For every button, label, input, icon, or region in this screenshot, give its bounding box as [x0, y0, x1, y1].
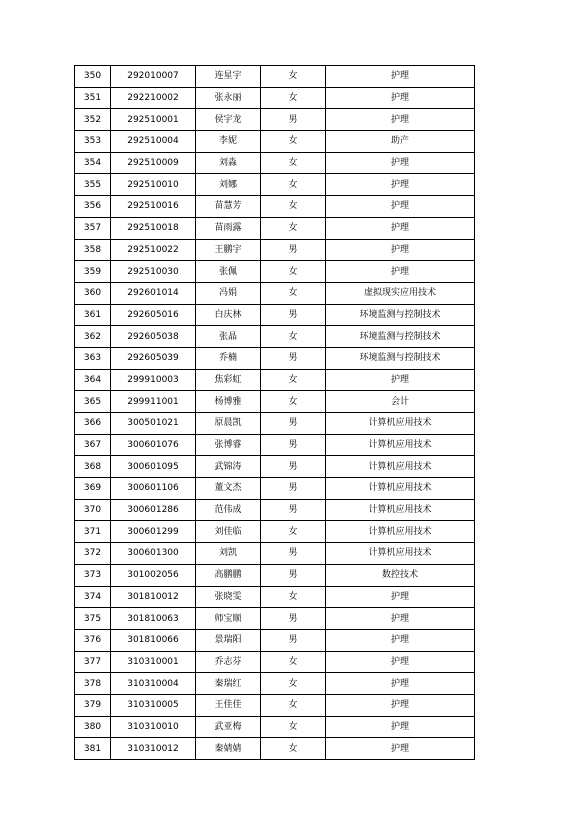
gender-cell: 男: [261, 499, 326, 521]
row-number-cell: 375: [75, 608, 111, 630]
student-id-cell: 301810063: [111, 608, 196, 630]
student-id-cell: 292210002: [111, 87, 196, 109]
major-cell: 计算机应用技术: [326, 521, 475, 543]
student-name-cell: 张佩: [196, 261, 261, 283]
major-cell: 护理: [326, 174, 475, 196]
student-id-cell: 292605038: [111, 326, 196, 348]
student-name-cell: 王佳佳: [196, 694, 261, 716]
major-cell: 护理: [326, 261, 475, 283]
major-cell: 护理: [326, 109, 475, 131]
student-id-cell: 292605039: [111, 347, 196, 369]
student-name-cell: 张永丽: [196, 87, 261, 109]
major-cell: 护理: [326, 239, 475, 261]
student-id-cell: 310310001: [111, 651, 196, 673]
major-cell: 护理: [326, 196, 475, 218]
table-row: [75, 196, 475, 218]
major-cell: 虚拟现实应用技术: [326, 282, 475, 304]
student-name-cell: 秦瑞红: [196, 673, 261, 695]
student-name-cell: 白庆林: [196, 304, 261, 326]
student-id-cell: 292510010: [111, 174, 196, 196]
major-cell: 护理: [326, 152, 475, 174]
gender-cell: 女: [261, 391, 326, 413]
row-number-cell: 371: [75, 521, 111, 543]
table-row: [75, 239, 475, 261]
table-row: [75, 326, 475, 348]
student-name-cell: 刘娜: [196, 174, 261, 196]
gender-cell: 男: [261, 239, 326, 261]
student-name-cell: 师宝顺: [196, 608, 261, 630]
table-row: [75, 391, 475, 413]
major-cell: 护理: [326, 651, 475, 673]
major-cell: 护理: [326, 586, 475, 608]
gender-cell: 女: [261, 369, 326, 391]
student-table: [74, 65, 475, 760]
table-row: [75, 434, 475, 456]
major-cell: 环境监测与控制技术: [326, 304, 475, 326]
student-name-cell: 刘淼: [196, 152, 261, 174]
gender-cell: 女: [261, 586, 326, 608]
major-cell: 护理: [326, 608, 475, 630]
student-name-cell: 武亚梅: [196, 716, 261, 738]
gender-cell: 男: [261, 347, 326, 369]
gender-cell: 女: [261, 66, 326, 88]
student-id-cell: 299910003: [111, 369, 196, 391]
student-id-cell: 301810012: [111, 586, 196, 608]
table-row: [75, 174, 475, 196]
student-name-cell: 武锦涛: [196, 456, 261, 478]
row-number-cell: 357: [75, 217, 111, 239]
major-cell: 护理: [326, 369, 475, 391]
major-cell: 护理: [326, 738, 475, 760]
student-name-cell: 张博睿: [196, 434, 261, 456]
student-name-cell: 乔楠: [196, 347, 261, 369]
student-name-cell: 苗慧芳: [196, 196, 261, 218]
student-id-cell: 310310010: [111, 716, 196, 738]
student-id-cell: 292510022: [111, 239, 196, 261]
table-row: [75, 131, 475, 153]
student-id-cell: 310310012: [111, 738, 196, 760]
student-name-cell: 张晶: [196, 326, 261, 348]
gender-cell: 女: [261, 738, 326, 760]
major-cell: 护理: [326, 87, 475, 109]
student-name-cell: 景瑞阳: [196, 629, 261, 651]
gender-cell: 女: [261, 152, 326, 174]
student-id-cell: 292510030: [111, 261, 196, 283]
student-name-cell: 刘佳临: [196, 521, 261, 543]
table-row: [75, 152, 475, 174]
gender-cell: 男: [261, 564, 326, 586]
row-number-cell: 353: [75, 131, 111, 153]
row-number-cell: 355: [75, 174, 111, 196]
major-cell: 计算机应用技术: [326, 478, 475, 500]
student-id-cell: 300601095: [111, 456, 196, 478]
student-name-cell: 刘凯: [196, 543, 261, 565]
student-id-cell: 292010007: [111, 66, 196, 88]
row-number-cell: 362: [75, 326, 111, 348]
row-number-cell: 358: [75, 239, 111, 261]
row-number-cell: 368: [75, 456, 111, 478]
student-id-cell: 310310005: [111, 694, 196, 716]
gender-cell: 女: [261, 131, 326, 153]
gender-cell: 男: [261, 608, 326, 630]
gender-cell: 男: [261, 304, 326, 326]
table-row: [75, 651, 475, 673]
student-name-cell: 王鹏宇: [196, 239, 261, 261]
table-row: [75, 217, 475, 239]
major-cell: 计算机应用技术: [326, 413, 475, 435]
major-cell: 计算机应用技术: [326, 543, 475, 565]
student-id-cell: 301810066: [111, 629, 196, 651]
table-row: [75, 629, 475, 651]
table-row: [75, 586, 475, 608]
student-name-cell: 杨博雅: [196, 391, 261, 413]
table-row: [75, 738, 475, 760]
gender-cell: 女: [261, 87, 326, 109]
table-row: [75, 413, 475, 435]
student-id-cell: 300501021: [111, 413, 196, 435]
row-number-cell: 372: [75, 543, 111, 565]
student-name-cell: 张晓雯: [196, 586, 261, 608]
row-number-cell: 364: [75, 369, 111, 391]
gender-cell: 男: [261, 456, 326, 478]
gender-cell: 女: [261, 217, 326, 239]
gender-cell: 男: [261, 543, 326, 565]
row-number-cell: 351: [75, 87, 111, 109]
student-id-cell: 300601299: [111, 521, 196, 543]
row-number-cell: 366: [75, 413, 111, 435]
row-number-cell: 360: [75, 282, 111, 304]
major-cell: 护理: [326, 694, 475, 716]
student-id-cell: 300601076: [111, 434, 196, 456]
gender-cell: 男: [261, 109, 326, 131]
major-cell: 计算机应用技术: [326, 434, 475, 456]
student-name-cell: 董文杰: [196, 478, 261, 500]
gender-cell: 女: [261, 326, 326, 348]
gender-cell: 女: [261, 521, 326, 543]
gender-cell: 女: [261, 694, 326, 716]
gender-cell: 男: [261, 434, 326, 456]
table-row: [75, 564, 475, 586]
row-number-cell: 381: [75, 738, 111, 760]
student-id-cell: 292510001: [111, 109, 196, 131]
table-row: [75, 282, 475, 304]
table-row: [75, 261, 475, 283]
student-id-cell: 292601014: [111, 282, 196, 304]
student-id-cell: 301002056: [111, 564, 196, 586]
gender-cell: 男: [261, 629, 326, 651]
gender-cell: 女: [261, 174, 326, 196]
row-number-cell: 369: [75, 478, 111, 500]
major-cell: 护理: [326, 629, 475, 651]
table-row: [75, 369, 475, 391]
table-body: [75, 66, 475, 760]
row-number-cell: 370: [75, 499, 111, 521]
row-number-cell: 361: [75, 304, 111, 326]
student-id-cell: 292510004: [111, 131, 196, 153]
table-row: [75, 478, 475, 500]
student-id-cell: 292510009: [111, 152, 196, 174]
student-id-cell: 292605016: [111, 304, 196, 326]
table-row: [75, 66, 475, 88]
gender-cell: 女: [261, 673, 326, 695]
row-number-cell: 359: [75, 261, 111, 283]
student-name-cell: 李妮: [196, 131, 261, 153]
table-row: [75, 521, 475, 543]
student-name-cell: 高鹏鹏: [196, 564, 261, 586]
major-cell: 护理: [326, 716, 475, 738]
gender-cell: 女: [261, 716, 326, 738]
student-id-cell: 292510018: [111, 217, 196, 239]
table-row: [75, 456, 475, 478]
gender-cell: 男: [261, 413, 326, 435]
student-id-cell: 300601286: [111, 499, 196, 521]
row-number-cell: 373: [75, 564, 111, 586]
major-cell: 环境监测与控制技术: [326, 326, 475, 348]
major-cell: 护理: [326, 673, 475, 695]
major-cell: 计算机应用技术: [326, 456, 475, 478]
row-number-cell: 379: [75, 694, 111, 716]
student-name-cell: 秦婧婧: [196, 738, 261, 760]
table-row: [75, 347, 475, 369]
student-name-cell: 侯宇龙: [196, 109, 261, 131]
student-id-cell: 300601106: [111, 478, 196, 500]
major-cell: 助产: [326, 131, 475, 153]
row-number-cell: 374: [75, 586, 111, 608]
student-id-cell: 310310004: [111, 673, 196, 695]
major-cell: 护理: [326, 217, 475, 239]
student-name-cell: 范伟成: [196, 499, 261, 521]
table-row: [75, 499, 475, 521]
table-row: [75, 87, 475, 109]
table-row: [75, 543, 475, 565]
student-id-cell: 300601300: [111, 543, 196, 565]
gender-cell: 女: [261, 651, 326, 673]
row-number-cell: 352: [75, 109, 111, 131]
gender-cell: 男: [261, 478, 326, 500]
student-name-cell: 连星宇: [196, 66, 261, 88]
row-number-cell: 354: [75, 152, 111, 174]
gender-cell: 女: [261, 196, 326, 218]
student-name-cell: 焦彩虹: [196, 369, 261, 391]
student-id-cell: 292510016: [111, 196, 196, 218]
gender-cell: 女: [261, 261, 326, 283]
student-name-cell: 乔志芬: [196, 651, 261, 673]
gender-cell: 女: [261, 282, 326, 304]
row-number-cell: 363: [75, 347, 111, 369]
row-number-cell: 377: [75, 651, 111, 673]
row-number-cell: 350: [75, 66, 111, 88]
major-cell: 会计: [326, 391, 475, 413]
table-row: [75, 694, 475, 716]
student-name-cell: 原晨凯: [196, 413, 261, 435]
row-number-cell: 356: [75, 196, 111, 218]
student-name-cell: 苗雨露: [196, 217, 261, 239]
student-name-cell: 冯娟: [196, 282, 261, 304]
row-number-cell: 380: [75, 716, 111, 738]
row-number-cell: 367: [75, 434, 111, 456]
row-number-cell: 378: [75, 673, 111, 695]
major-cell: 环境监测与控制技术: [326, 347, 475, 369]
table-row: [75, 608, 475, 630]
table-row: [75, 716, 475, 738]
student-id-cell: 299911001: [111, 391, 196, 413]
table-row: [75, 673, 475, 695]
major-cell: 数控技术: [326, 564, 475, 586]
table-row: [75, 109, 475, 131]
major-cell: 护理: [326, 66, 475, 88]
row-number-cell: 376: [75, 629, 111, 651]
major-cell: 计算机应用技术: [326, 499, 475, 521]
table-row: [75, 304, 475, 326]
row-number-cell: 365: [75, 391, 111, 413]
